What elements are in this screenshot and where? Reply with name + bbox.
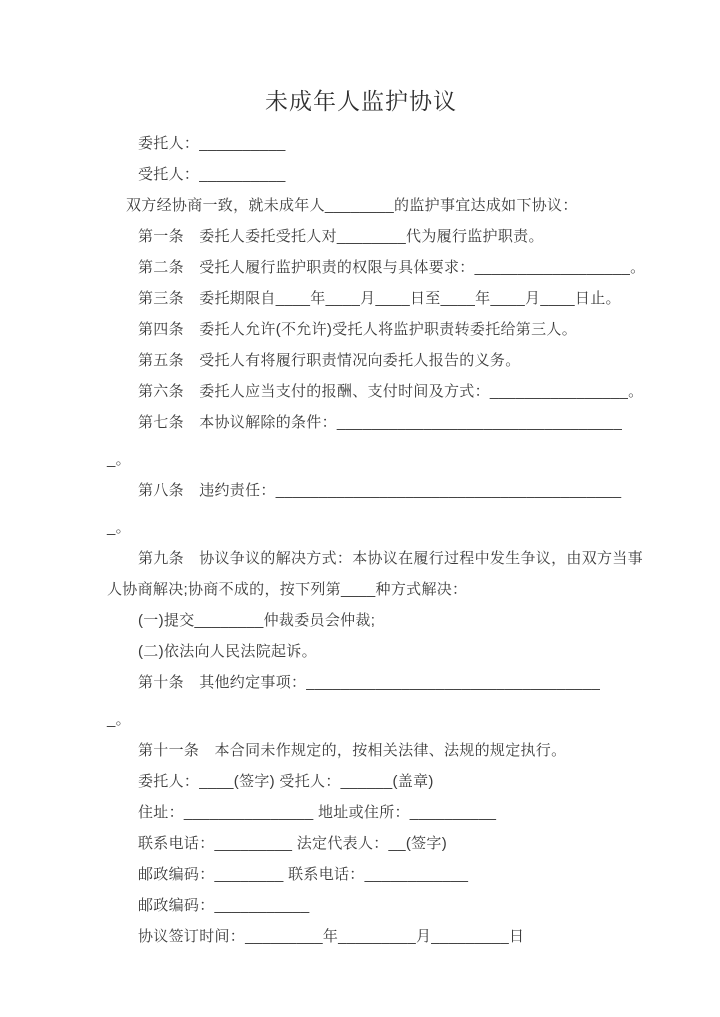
- line-article-8: 第八条 违约责任：________________________________________: [138, 482, 622, 499]
- document-title: 未成年人监护协议: [265, 88, 457, 114]
- line-article-7: 第七条 本协议解除的条件：_________________________________: [138, 414, 623, 431]
- document-body: [107, 84, 646, 952]
- line-article-7-continuation: _。: [107, 451, 131, 468]
- line-option-court: (二)依法向人民法院起诉。: [138, 643, 317, 660]
- line-article-10: 第十条 其他约定事项：__________________________________: [138, 674, 601, 691]
- line-address: 住址：_______________ 地址或住所：__________: [138, 804, 497, 821]
- line-article-5: 第五条 受托人有将履行职责情况向委托人报告的义务。: [138, 352, 521, 369]
- line-article-9: 第九条 协议争议的解决方式：本协议在履行过程中发生争议，由双方当事: [138, 550, 643, 567]
- line-article-3: 第三条 委托期限自____年____月____日至____年____月____日止。: [138, 290, 621, 307]
- line-article-2: 第二条 受托人履行监护职责的权限与具体要求：__________________。: [138, 259, 646, 276]
- line-postal-2: 邮政编码：___________: [138, 897, 310, 914]
- line-article-8-continuation: _。: [107, 519, 131, 536]
- line-trustee: 受托人：__________: [138, 166, 286, 183]
- line-principal: 委托人：__________: [138, 135, 286, 152]
- line-article-11: 第十一条 本合同未作规定的，按相关法律、法规的规定执行。: [138, 742, 567, 759]
- line-preamble: 双方经协商一致，就未成年人________的监护事宜达成如下协议：: [126, 197, 578, 214]
- line-article-4: 第四条 委托人允许(不允许)受托人将监护职责转委托给第三人。: [138, 321, 577, 338]
- line-signing-date: 协议签订时间：_________年_________月_________日: [138, 928, 525, 945]
- line-article-10-continuation: _。: [107, 711, 131, 728]
- line-phone-legal-rep: 联系电话：_________ 法定代表人：__(签字): [138, 835, 448, 852]
- line-postal-phone: 邮政编码：________ 联系电话：____________: [138, 866, 469, 883]
- line-option-arbitration: (一)提交________仲裁委员会仲裁;: [138, 612, 376, 629]
- line-article-9-continuation: 人协商解决;协商不成的，按下列第____种方式解决：: [107, 581, 468, 598]
- line-article-1: 第一条 委托人委托受托人对________代为履行监护职责。: [138, 228, 544, 245]
- line-signature: 委托人：____(签字) 受托人：______(盖章): [138, 773, 434, 790]
- line-article-6: 第六条 委托人应当支付的报酬、支付时间及方式：________________。: [138, 383, 644, 400]
